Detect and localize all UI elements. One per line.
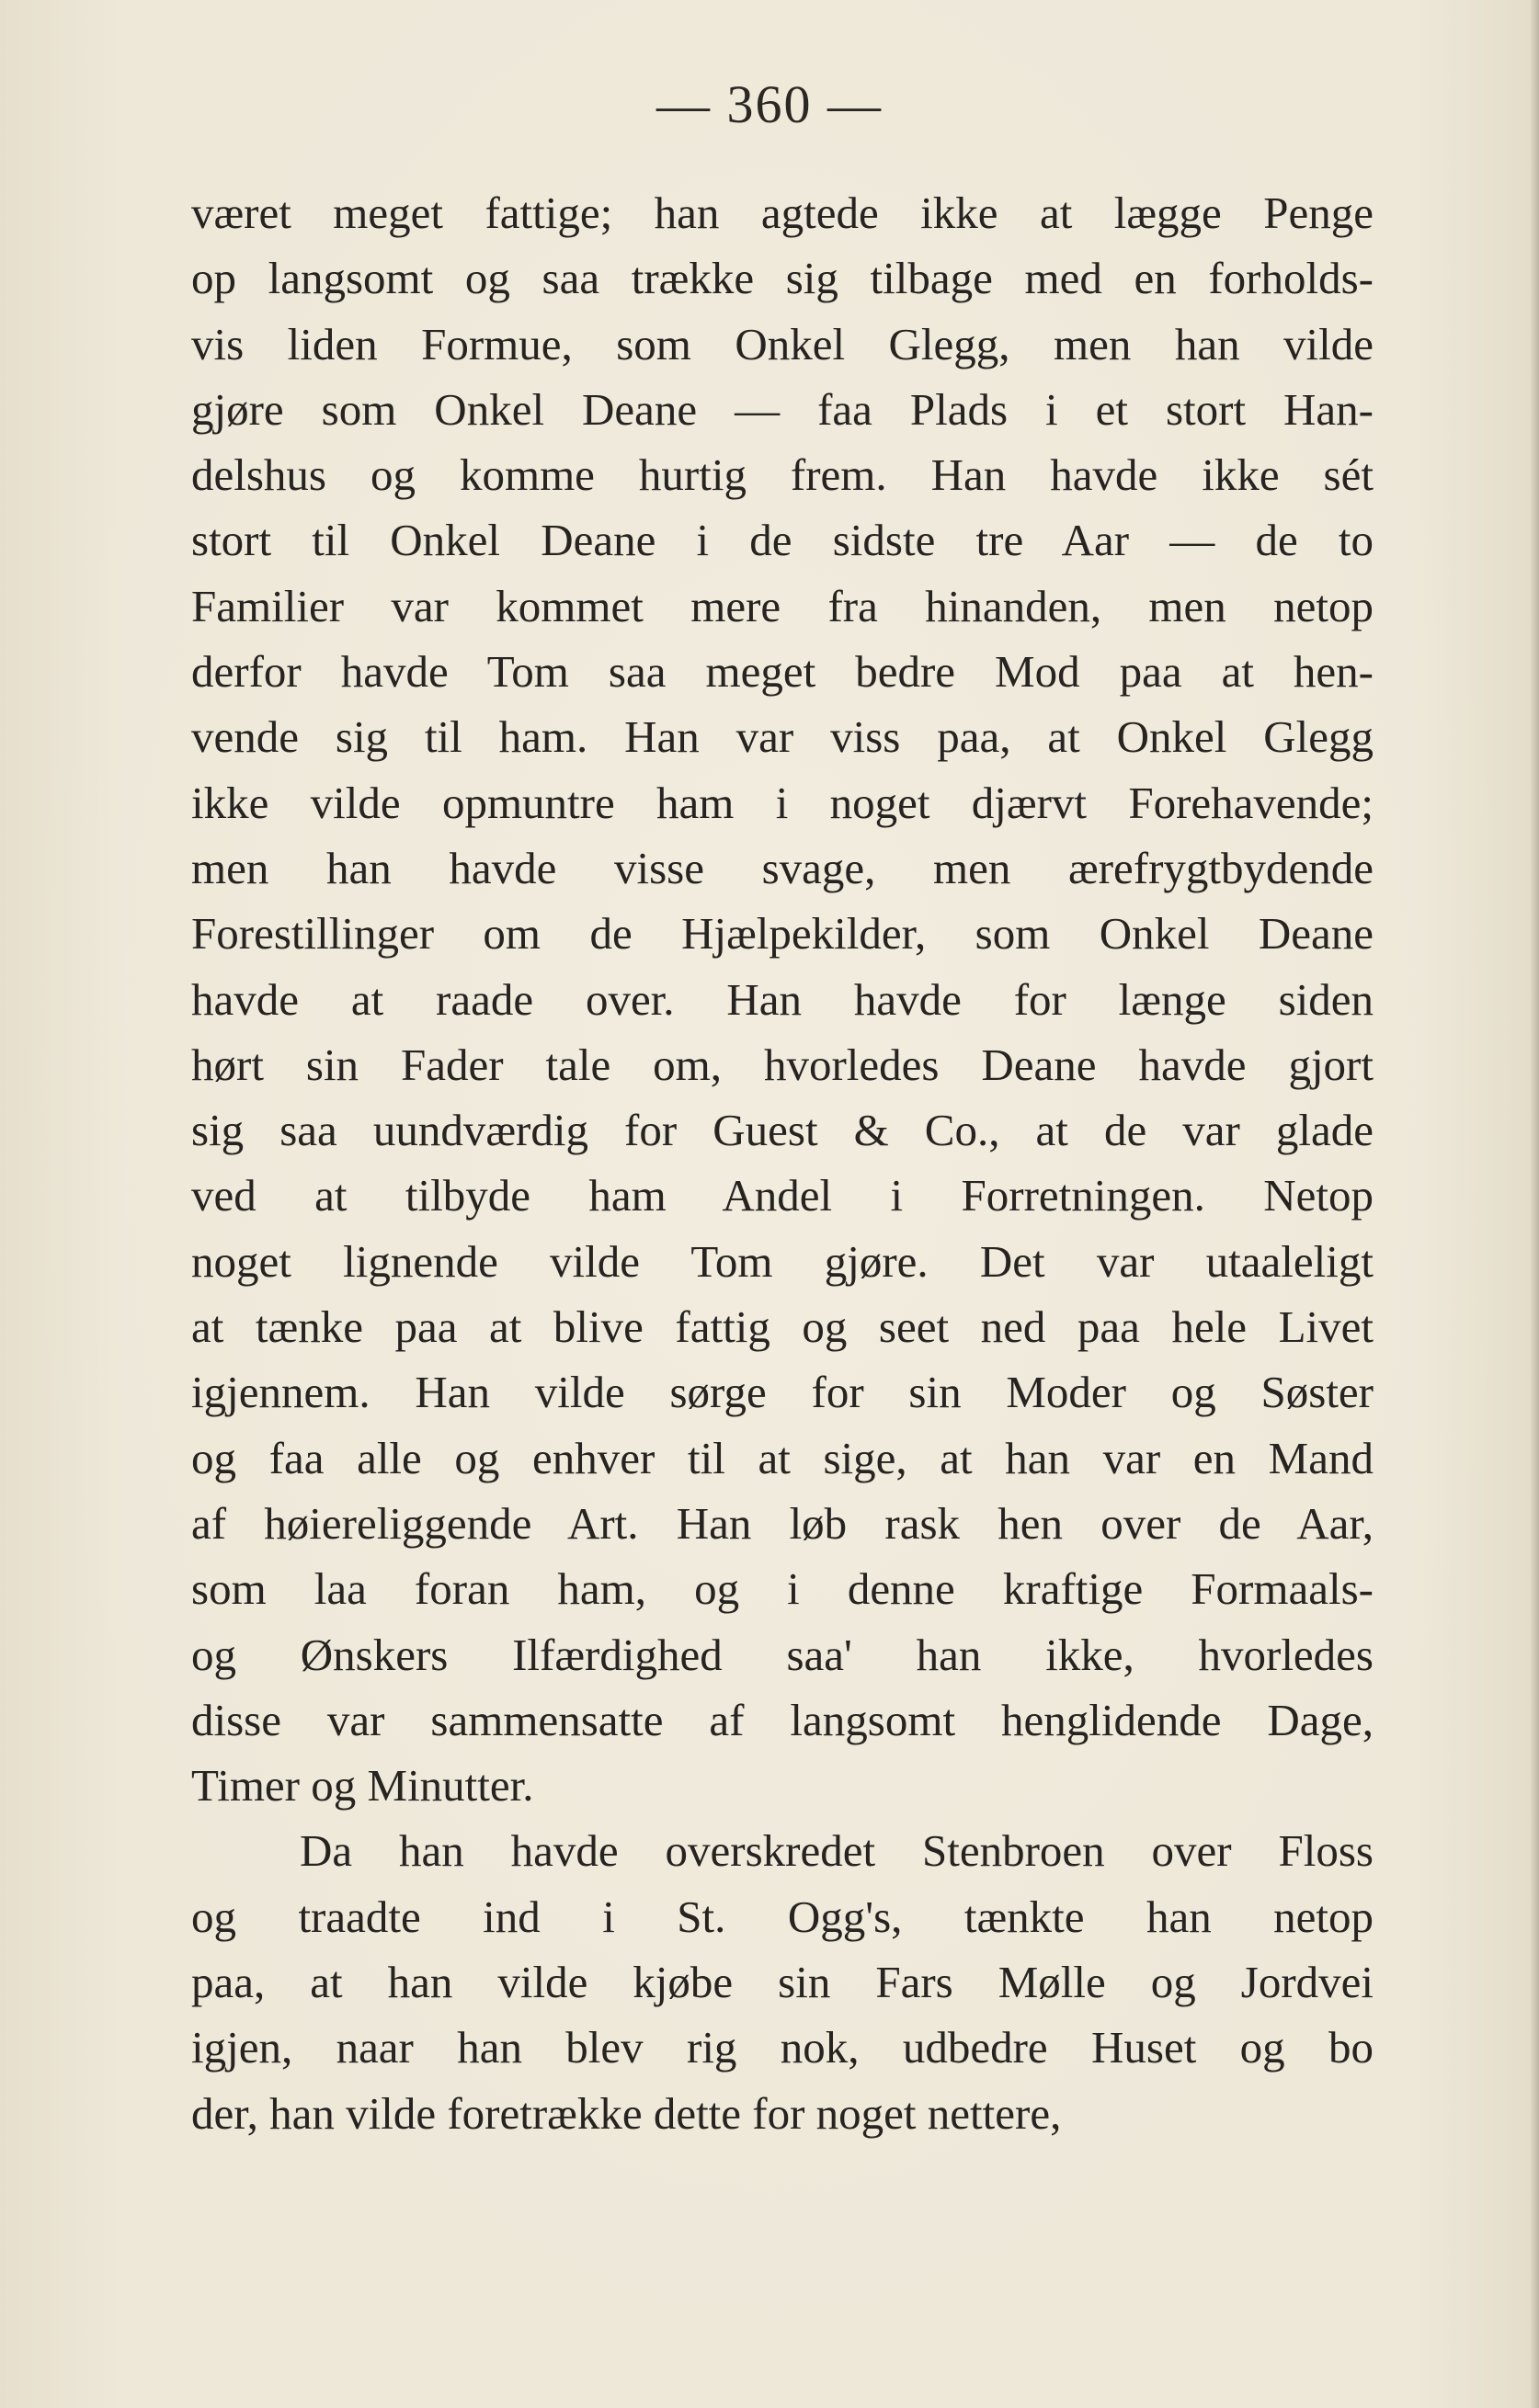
text-line: som laa foran ham, og i denne kraftige Formaals-	[191, 1563, 1374, 1615]
text-line: paa, at han vilde kjøbe sin Fars Mølle og Jordvei	[191, 1957, 1374, 2008]
text-line: at tænke paa at blive fattig og seet ned paa hele Livet	[191, 1301, 1374, 1353]
text-line: været meget fattige; han agtede ikke at lægge Penge	[191, 187, 1374, 238]
text-line: Familier var kommet mere fra hinanden, men netop	[191, 580, 1374, 631]
text-line: sig saa uundværdig for Guest & Co., at de var glade	[191, 1105, 1374, 1156]
text-line: ikke vilde opmuntre ham i noget djærvt Forehavende;	[191, 777, 1374, 828]
text-line: noget lignende vilde Tom gjøre. Det var utaaleligt	[191, 1235, 1374, 1287]
text-line: havde at raade over. Han havde for længe siden	[191, 973, 1374, 1025]
text-line: men han havde visse svage, men ærefrygtbydende	[191, 842, 1374, 893]
text-line: vende sig til ham. Han var viss paa, at Onkel Glegg	[191, 711, 1374, 763]
text-line: af høiereliggende Art. Han løb rask hen over de Aar,	[191, 1497, 1374, 1549]
body-text	[191, 180, 1374, 2146]
text-line: op langsomt og saa trække sig tilbage med en forholds-	[191, 253, 1374, 304]
text-line: og traadte ind i St. Ogg's, tænkte han netop	[191, 1891, 1374, 1942]
text-line: Da han havde overskredet Stenbroen over Floss	[300, 1825, 1374, 1877]
text-line: delshus og komme hurtig frem. Han havde ikke sét	[191, 449, 1374, 501]
text-line: igjen, naar han blev rig nok, udbedre Huset og bo	[191, 2022, 1374, 2073]
paragraph	[191, 180, 1374, 1818]
page-edge-shadow	[1530, 0, 1539, 2408]
text-line: gjøre som Onkel Deane — faa Plads i et stort Han-	[191, 383, 1374, 435]
text-line: stort til Onkel Deane i de sidste tre Aar — de to	[191, 515, 1374, 566]
text-line: Timer og Minutter.	[191, 1760, 534, 1812]
text-line: disse var sammensatte af langsomt henglidende Dage,	[191, 1694, 1374, 1745]
text-line: og faa alle og enhver til at sige, at han var en Mand	[191, 1432, 1374, 1483]
text-line: Forestillinger om de Hjælpekilder, som Onkel Deane	[191, 908, 1374, 960]
text-line: hørt sin Fader tale om, hvorledes Deane havde gjort	[191, 1039, 1374, 1090]
text-line: derfor havde Tom saa meget bedre Mod paa at hen-	[191, 646, 1374, 698]
text-line: og Ønskers Ilfærdighed saa' han ikke, hvorledes	[191, 1629, 1374, 1680]
text-line: vis liden Formue, som Onkel Glegg, men han vilde	[191, 318, 1374, 369]
text-line: ved at tilbyde ham Andel i Forretningen. Netop	[191, 1170, 1374, 1221]
paragraph	[191, 1818, 1374, 2145]
page-number-header: — 360 —	[656, 74, 883, 134]
text-line: igjennem. Han vilde sørge for sin Moder og Søster	[191, 1367, 1374, 1418]
text-line: der, han vilde foretrække dette for noget nettere,	[191, 2087, 1062, 2139]
